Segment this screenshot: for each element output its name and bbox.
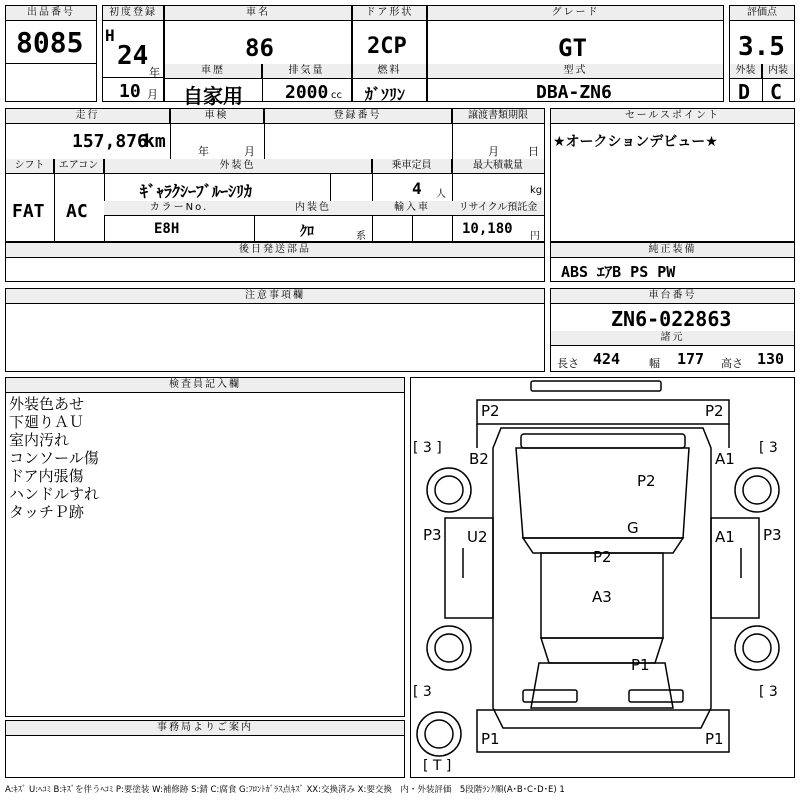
transfer-label: 譲渡書類期限 bbox=[452, 109, 544, 124]
reg-no-label: 登録番号 bbox=[264, 109, 452, 124]
mark-b2: B2 bbox=[469, 450, 489, 468]
width-value: 177 bbox=[677, 350, 705, 368]
transfer-month-unit: 月 bbox=[488, 145, 499, 158]
chassis-number: ZN6-022863 bbox=[611, 307, 732, 331]
recycle-unit: 円 bbox=[530, 231, 540, 242]
equipment-value: ABS ｴｱB PS PW bbox=[561, 263, 676, 281]
recycle-value: 10,180 bbox=[462, 221, 513, 237]
ac-value: AC bbox=[66, 201, 88, 222]
reg-month: 10 bbox=[119, 81, 141, 102]
mark-a3: A3 bbox=[592, 588, 612, 606]
int-color-value: ｸﾛ bbox=[300, 224, 314, 240]
inspector-note: ハンドルすれ bbox=[9, 485, 100, 503]
era-letter: H bbox=[105, 26, 115, 45]
month-unit: 月 bbox=[147, 88, 158, 101]
int-color-unit: 系 bbox=[356, 231, 366, 242]
history-value: 自家用 bbox=[183, 84, 243, 108]
grade-box bbox=[427, 5, 724, 102]
mileage-unit: km bbox=[144, 131, 166, 152]
recycle-label: リサイクル預託金 bbox=[452, 201, 544, 216]
sales-point-box bbox=[550, 108, 795, 242]
height-value: 130 bbox=[757, 350, 785, 368]
legend: A:ｷｽﾞ U:ﾍｺﾐ B:ｷｽﾞを伴うﾍｺﾐ P:要塗装 W:補修跡 S:錆 C:腐食 G:ﾌﾛﾝﾄｶﾞﾗｽ点ｷｽﾞ XX:交換済み X:要交換 内・外装評価 5段階ﾗﾝｸ順(A･B･C･D･E) 1 bbox=[5, 785, 565, 795]
mileage-grid bbox=[5, 108, 545, 242]
fuel-value: ｶﾞｿﾘﾝ bbox=[365, 85, 406, 104]
grade-label: グレード bbox=[428, 6, 723, 21]
width-label: 幅 bbox=[649, 357, 660, 370]
door-label: ドア形状 bbox=[353, 6, 426, 21]
first-reg-box bbox=[102, 5, 164, 102]
chassis-box bbox=[550, 288, 795, 372]
mileage-value: 157,876 bbox=[72, 131, 148, 152]
mark-p1-trunk: P1 bbox=[631, 656, 650, 674]
inspector-note: ドア内張傷 bbox=[9, 467, 84, 485]
capacity-value: 4 bbox=[412, 179, 422, 198]
mark-g-windshield: G bbox=[627, 519, 639, 537]
mark-p2-front-right: P2 bbox=[705, 402, 724, 420]
length-value: 424 bbox=[593, 350, 621, 368]
color-no-value: E8H bbox=[154, 221, 180, 237]
ext-color-label: 外装色 bbox=[104, 159, 372, 174]
inspector-note: コンソール傷 bbox=[9, 449, 99, 467]
max-load-unit: kg bbox=[530, 185, 543, 196]
sales-point: ★オークションデビュー★ bbox=[553, 134, 718, 150]
shift-label: シフト bbox=[6, 159, 54, 174]
lot-label: 出品番号 bbox=[6, 6, 96, 21]
mark-p2-roof: P2 bbox=[593, 548, 612, 566]
equipment-box bbox=[550, 242, 795, 282]
model-value: DBA-ZN6 bbox=[536, 82, 612, 103]
damage-diagram bbox=[410, 377, 795, 778]
first-reg-label: 初度登録 bbox=[103, 6, 163, 21]
office-label: 事務局よりご案内 bbox=[6, 721, 404, 736]
length-label: 長さ bbox=[557, 357, 579, 370]
inspector-note: 外装色あせ bbox=[9, 395, 85, 413]
int-score: C bbox=[770, 80, 783, 104]
mark-p1-rear-left: P1 bbox=[481, 730, 500, 748]
displacement-value: 2000 bbox=[285, 82, 329, 103]
door-value: 2CP bbox=[367, 34, 407, 59]
grade-value: GT bbox=[558, 34, 587, 62]
ext-score-label: 外装 bbox=[730, 64, 762, 79]
max-load-label: 最大積載量 bbox=[452, 159, 544, 174]
int-score-label: 内装 bbox=[762, 64, 794, 79]
displacement-label: 排気量 bbox=[262, 64, 351, 79]
ext-color-value: ｷﾞｬﾗｸｼｰﾌﾞﾙｰｼﾘｶ bbox=[140, 182, 253, 201]
car-name-box bbox=[164, 5, 352, 108]
tire-mark-rear-left: [ 3 bbox=[413, 684, 432, 700]
capacity-unit: 人 bbox=[436, 189, 446, 200]
tire-mark-front-right: [ 3 bbox=[759, 440, 778, 456]
sales-label: セールスポイント bbox=[551, 109, 794, 124]
inspection-year-unit: 年 bbox=[198, 145, 209, 158]
tire-mark-rear-right: [ 3 bbox=[759, 684, 778, 700]
office-box bbox=[5, 720, 405, 778]
spare-tire-mark: [ T ] bbox=[423, 758, 452, 774]
car-outline bbox=[411, 378, 794, 777]
inspector-note: タッチＰ跡 bbox=[9, 503, 85, 521]
inspector-box bbox=[5, 377, 405, 717]
inspector-label: 検査員記入欄 bbox=[6, 378, 404, 393]
inspector-note: 室内汚れ bbox=[9, 431, 70, 449]
inspector-note: 下廻りＡＵ bbox=[9, 413, 85, 431]
int-color-label: 内装色 bbox=[254, 201, 372, 216]
dims-label: 諸元 bbox=[551, 331, 794, 346]
model-label: 型式 bbox=[428, 64, 723, 79]
mark-u2: U2 bbox=[467, 528, 488, 546]
mark-p2-front-left: P2 bbox=[481, 402, 500, 420]
lot-number: 8085 bbox=[16, 26, 84, 59]
ext-score: D bbox=[738, 80, 751, 104]
mark-p3-right: P3 bbox=[763, 526, 782, 544]
shift-value: FAT bbox=[12, 201, 45, 222]
mileage-label: 走行 bbox=[6, 109, 170, 124]
history-label: 車歴 bbox=[165, 64, 262, 79]
door-box bbox=[352, 5, 427, 102]
mark-p2-hood: P2 bbox=[637, 472, 656, 490]
color-no-label: カラーNo. bbox=[104, 201, 254, 216]
mark-p1-rear-right: P1 bbox=[705, 730, 724, 748]
later-parts-box bbox=[5, 242, 545, 282]
chassis-label: 車台番号 bbox=[551, 289, 794, 304]
lot-box bbox=[5, 5, 97, 102]
notes-box bbox=[5, 288, 545, 372]
year-unit: 年 bbox=[149, 66, 160, 79]
tire-mark-front-left: [ 3 ] bbox=[413, 440, 442, 456]
import-label: 輸入車 bbox=[372, 201, 452, 216]
mark-a1-fender-right: A1 bbox=[715, 450, 735, 468]
score-label: 評価点 bbox=[730, 6, 794, 21]
car-name-label: 車名 bbox=[165, 6, 351, 21]
reg-year: 24 bbox=[117, 41, 149, 71]
transfer-day-unit: 日 bbox=[528, 145, 539, 158]
inspection-label: 車検 bbox=[170, 109, 264, 124]
ac-label: エアコン bbox=[54, 159, 104, 174]
inspection-month-unit: 月 bbox=[244, 145, 255, 158]
mark-p3-left: P3 bbox=[423, 526, 442, 544]
notes-label: 注意事項欄 bbox=[6, 289, 544, 304]
displacement-unit: cc bbox=[331, 90, 342, 101]
height-label: 高さ bbox=[721, 357, 743, 370]
capacity-label: 乗車定員 bbox=[372, 159, 452, 174]
later-parts-label: 後日発送部品 bbox=[6, 243, 544, 258]
mark-a1-door-right: A1 bbox=[715, 528, 735, 546]
car-name: 86 bbox=[245, 34, 274, 62]
fuel-label: 燃料 bbox=[353, 64, 426, 79]
score-value: 3.5 bbox=[738, 32, 785, 62]
score-box bbox=[729, 5, 795, 102]
equipment-label: 純正装備 bbox=[551, 243, 794, 258]
